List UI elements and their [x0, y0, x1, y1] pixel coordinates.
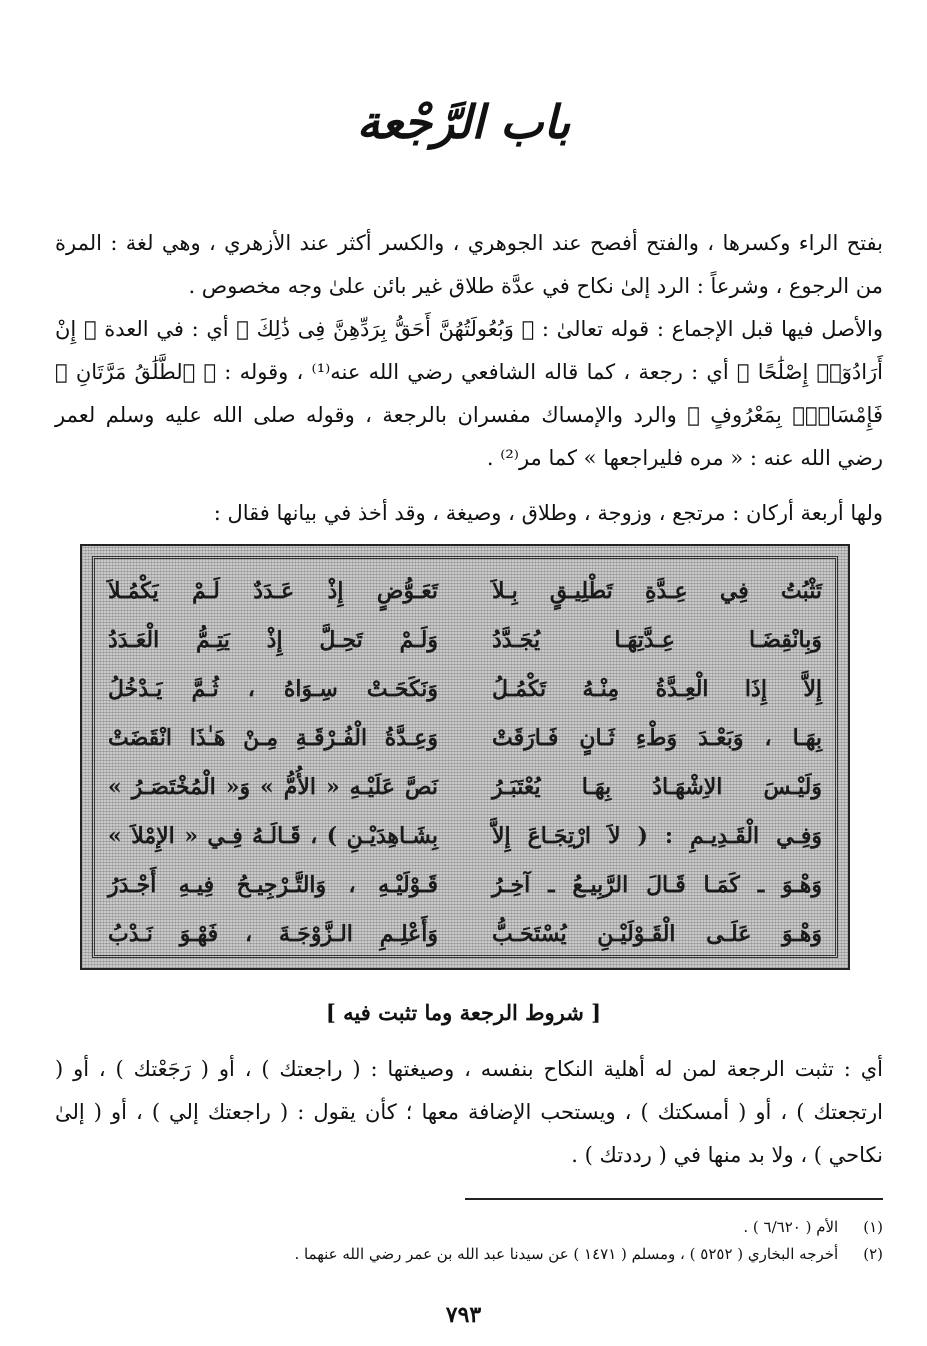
verse-left-hemistich: وَلَـمْ تَحِـلَّ إِذْ يَتِـمُّ الْعَـدَدُ — [108, 626, 438, 653]
verse-right-hemistich: وَهْـوَ عَلَـى الْقَـوْلَيْـنِ يُسْتَحَـبُّ — [492, 920, 822, 947]
verse-left-hemistich: تَعَـوُّضٍ إِذْ عَـدَدٌ لَـمْ يَكْمُـلاَ — [108, 577, 438, 604]
verse-right-hemistich: تَثْبُتُ فِي عِـدَّةِ تَطْلِيـقٍ بِـلاَ — [492, 577, 822, 604]
verse-left-hemistich: نَصَّ عَلَيْـهِ « الأُمُّ » وَ« الْمُخْتَصَـرُ » — [108, 773, 438, 800]
verse-left-hemistich: وَعِـدَّةُ الْفُـرْقَـةِ مِـنْ هَـٰذَا انْقَضَتْ — [108, 724, 438, 751]
verse-row — [108, 811, 822, 860]
verse-row — [108, 909, 822, 958]
verse-left-hemistich: بِشَـاهِدَيْـنِ ) ، قَـالَـهُ فِـي « الإِمْلاَ » — [108, 822, 438, 849]
verse-right-hemistich: وَهْـوَ ـ كَمَـا قَـالَ الرَّبِيـعُ ـ آخِـرُ — [492, 871, 822, 898]
poem-verses — [108, 566, 822, 958]
section-heading: [ شروط الرجعة وما تثبت فيه ] — [325, 1000, 602, 1025]
footnote-divider — [465, 1198, 883, 1200]
verse-right-hemistich: وَبِانْقِضَـا عِـدَّتِهَـا يُجَـدَّدُ — [492, 626, 822, 653]
footnote-number: (٢) — [863, 1245, 883, 1263]
verse-row — [108, 860, 822, 909]
footnote-1 — [200, 1214, 883, 1240]
footnote-number: (١) — [863, 1218, 883, 1236]
verse-right-hemistich: إِلاَّ إِذَا الْعِـدَّةُ مِنْـهُ تَكْمُـلُ — [492, 675, 822, 702]
footnote-text: أخرجه البخاري ( ٥٢٥٢ ) ، ومسلم ( ١٤٧١ ) عن سيدنا عبد الله بن عمر رضي الله عنهما . — [294, 1245, 839, 1263]
verse-row — [108, 762, 822, 811]
intro-paragraph-2: والأصل فيها قبل الإجماع : قوله تعالىٰ : ﴿ وَبُعُولَتُهُنَّ أَحَقُّ بِرَدِّهِنَّ فِى ذَٰلِكَ ﴾ أي : في العدة ﴿ إِنْ أَرَادُوٓا۟ إِصْلَٰحًا ﴾ أي : رجعة ، كما قاله الشافعي رضي الله عنه⁽¹⁾ ، وقوله : ﴿ ٱلطَّلَٰقُ مَرَّتَانِ ۖ فَإِمْسَاكٌۢ بِمَعْرُوفٍ ﴾ والرد والإمساك مفسران بالرجعة ، وقوله صلى الله عليه وسلم لعمر رضي الله عنه : « مره فليراجعها » كما مر⁽²⁾ . — [55, 317, 884, 470]
commentary-paragraph: أي : تثبت الرجعة لمن له أهلية النكاح بنفسه ، وصيغتها : ( راجعتك ) ، أو ( رَجَعْتك ) ، أو ( ارتجعتك ) ، أو ( أمسكتك ) ، ويستحب الإضافة معها ؛ كأن يقول : ( راجعتك إلي ) ، أو ( إلىٰ نكاحي ) ، ولا بد منها في ( رددتك ) . — [55, 1057, 883, 1167]
verse-left-hemistich: قَـوْلَيْـهِ ، وَالتَّـرْجِيـحُ فِيـهِ أَجْـدَرُ — [108, 871, 438, 898]
poem-frame — [80, 544, 850, 970]
footnote-2 — [200, 1241, 883, 1267]
verse-right-hemistich: بِهَـا ، وَبَعْـدَ وَطْءِ ثَـانٍ فَـارَقَتْ — [492, 724, 822, 751]
chapter-title: باب الرَّجْعة — [356, 95, 571, 149]
verse-right-hemistich: وَلَيْـسَ الاِشْهَـادُ بِهَـا يُعْتَبَـرُ — [492, 773, 822, 800]
intro-paragraph-3: ولها أربعة أركان : مرتجع ، وزوجة ، وطلاق ، وصيغة ، وقد أخذ في بيانها فقال : — [213, 501, 883, 525]
verse-row — [108, 566, 822, 615]
verse-row — [108, 664, 822, 713]
footnote-text: الأم ( ٦/٦٢٠ ) . — [743, 1218, 839, 1236]
page-number: ٧٩٣ — [445, 1302, 482, 1328]
verse-row — [108, 713, 822, 762]
verse-left-hemistich: وَنَكَحَـتْ سِـوَاهُ ، ثُـمَّ يَـدْخُلُ — [108, 675, 438, 702]
verse-left-hemistich: وَأَعْلِـمِ الـزَّوْجَـةَ ، فَهْـوَ نَـدْبُ — [108, 920, 438, 947]
verse-right-hemistich: وَفِـي الْقَـدِيـمِ : ( لاَ ارْتِجَـاعَ إِلاَّ — [492, 822, 822, 849]
intro-paragraph-1: بفتح الراء وكسرها ، والفتح أفصح عند الجوهري ، والكسر أكثر عند الأزهري ، وهي لغة : المرة من الرجوع ، وشرعاً : الرد إلىٰ نكاح في عدَّة طلاق غير بائن علىٰ وجه مخصوص . — [55, 231, 883, 298]
verse-row — [108, 615, 822, 664]
